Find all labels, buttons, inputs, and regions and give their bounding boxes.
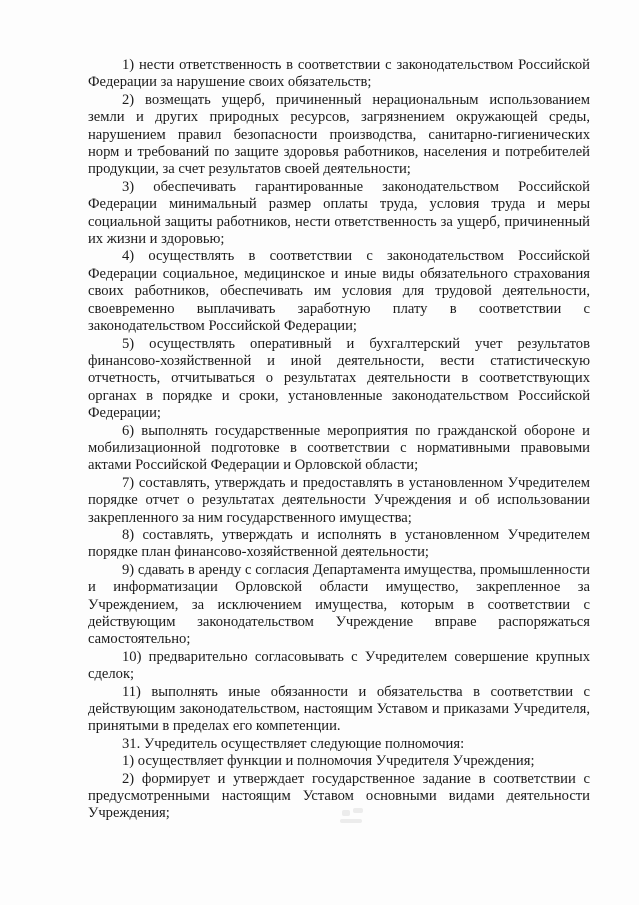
paragraph-12: 31. Учредитель осуществляет следующие полномочия: — [122, 735, 465, 752]
paragraph-7: 7) составлять, утверждать и предоставлять в установленном Учредителем порядке отчет о результатах деятельности Учреждения и об использовании закрепленного за ним государственного имущества; — [88, 474, 590, 526]
paragraph-10: 10) предварительно согласовывать с Учредителем совершение крупных сделок; — [88, 648, 590, 683]
paragraph-3: 3) обеспечивать гарантированные законодательством Российской Федерации минимальный размер оплаты труда, условия труда и меры социальной защиты работников, нести ответственность за ущерб, причиненный их жизни и здоровью; — [88, 178, 590, 248]
paragraph-5: 5) осуществлять оперативный и бухгалтерский учет результатов финансово-хозяйственной и иной деятельности, вести статистическую отчетность, отчитываться о результатах деятельности в соответствующих органах в порядке и сроки, установленные законодательством Российской Федерации; — [88, 335, 590, 422]
paragraph-11: 11) выполнять иные обязанности и обязательства в соответствии с действующим законодательством, настоящим Уставом и приказами Учредителя, принятыми в пределах его компетенции. — [88, 683, 590, 735]
paragraph-13: 1) осуществляет функции и полномочия Учредителя Учреждения; — [122, 753, 535, 770]
paragraph-14: 2) формирует и утверждает государственное задание в соответствии с предусмотренными настоящим Уставом основными видами деятельности Учреждения; — [88, 770, 590, 822]
paragraph-6: 6) выполнять государственные мероприятия по гражданской обороне и мобилизационной подготовке в соответствии с нормативными правовыми актами Российской Федерации и Орловской области; — [88, 422, 590, 474]
paragraph-9: 9) сдавать в аренду с согласия Департамента имущества, промышленности и информатизации Орловской области имущество, закрепленное за Учреждением, за исключением имущества, которым в соответствии с действующим законодательством Учреждение вправе распоряжаться самостоятельно; — [88, 561, 590, 648]
paragraph-1: 1) нести ответственность в соответствии с законодательством Российской Федерации за нарушение своих обязательств; — [88, 57, 590, 91]
paragraph-2: 2) возмещать ущерб, причиненный нерациональным использованием земли и других природных ресурсов, загрязнением окружающей среды, нарушением правил безопасности производства, санитарно-гигиенических норм и требований по защите здоровья работников, населения и потребителей продукции, за счет результатов своей деятельности; — [88, 91, 590, 178]
faint-page-mark — [338, 808, 368, 828]
document-body — [88, 57, 590, 823]
paragraph-4: 4) осуществлять в соответствии с законодательством Российской Федерации социальное, медицинское и иные виды обязательного страхования своих работников, обеспечивать им условия для трудовой деятельности, своевременно выплачивать заработную плату в соответствии с законодательством Российской Федерации; — [88, 248, 590, 335]
paragraph-8: 8) составлять, утверждать и исполнять в установленном Учредителем порядке план финансово-хозяйственной деятельности; — [88, 526, 590, 561]
